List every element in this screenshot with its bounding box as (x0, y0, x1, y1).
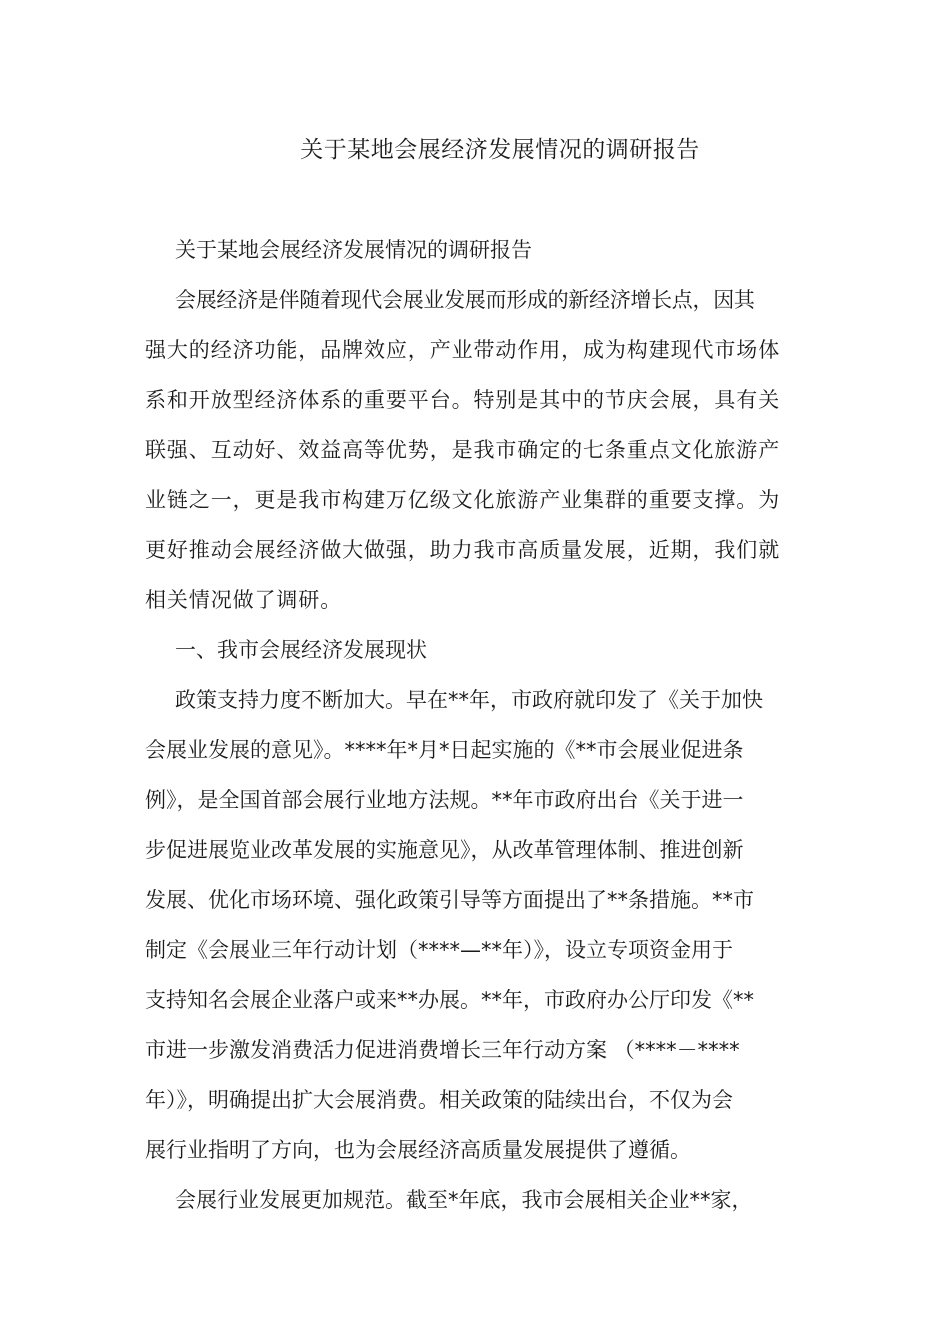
text-line: 年）》，明确提出扩大会展消费。相关政策的陆续出台，不仅为会 (145, 1088, 733, 1112)
text-line: 市进一步激发消费活力促进消费增长三年行动方案 （****－**** (145, 1038, 740, 1062)
text-line: 展行业指明了方向，也为会展经济高质量发展提供了遵循。 (145, 1138, 691, 1162)
page-title: 关于某地会展经济发展情况的调研报告 (300, 137, 700, 163)
body-heading: 关于某地会展经济发展情况的调研报告 (175, 238, 532, 262)
text-line: 一、我市会展经济发展现状 (175, 638, 427, 662)
text-line: 支持知名会展企业落户或来**办展。**年，市政府办公厅印发《** (145, 988, 754, 1012)
text-line: 发展、优化市场环境、强化政策引导等方面提出了**条措施。**市 (145, 888, 754, 912)
text-line: 会展行业发展更加规范。截至*年底，我市会展相关企业**家， (175, 1188, 753, 1212)
text-line: 会展业发展的意见》。****年*月*日起实施的《**市会展业促进条 (145, 738, 744, 762)
text-line: 相关情况做了调研。 (145, 588, 343, 612)
text-line: 强大的经济功能，品牌效应，产业带动作用，成为构建现代市场体 (145, 338, 781, 362)
text-line: 例》，是全国首部会展行业地方法规。**年市政府出台《关于进一 (145, 788, 744, 812)
text-line: 步促进展览业改革发展的实施意见》，从改革管理体制、推进创新 (145, 838, 744, 862)
text-line: 制定《会展业三年行动计划（****—**年）》，设立专项资金用于 (145, 938, 733, 962)
text-line: 政策支持力度不断加大。早在**年，市政府就印发了《关于加快 (175, 688, 763, 712)
text-line: 更好推动会展经济做大做强，助力我市高质量发展，近期，我们就 (145, 538, 781, 562)
text-line: 会展经济是伴随着现代会展业发展而形成的新经济增长点，因其 (175, 288, 755, 312)
text-line: 业链之一，更是我市构建万亿级文化旅游产业集群的重要支撑。为 (145, 488, 781, 512)
text-line: 联强、互动好、效益高等优势，是我市确定的七条重点文化旅游产 (145, 438, 781, 462)
document-body (145, 232, 810, 1232)
text-line: 系和开放型经济体系的重要平台。特别是其中的节庆会展，具有关 (145, 388, 781, 412)
